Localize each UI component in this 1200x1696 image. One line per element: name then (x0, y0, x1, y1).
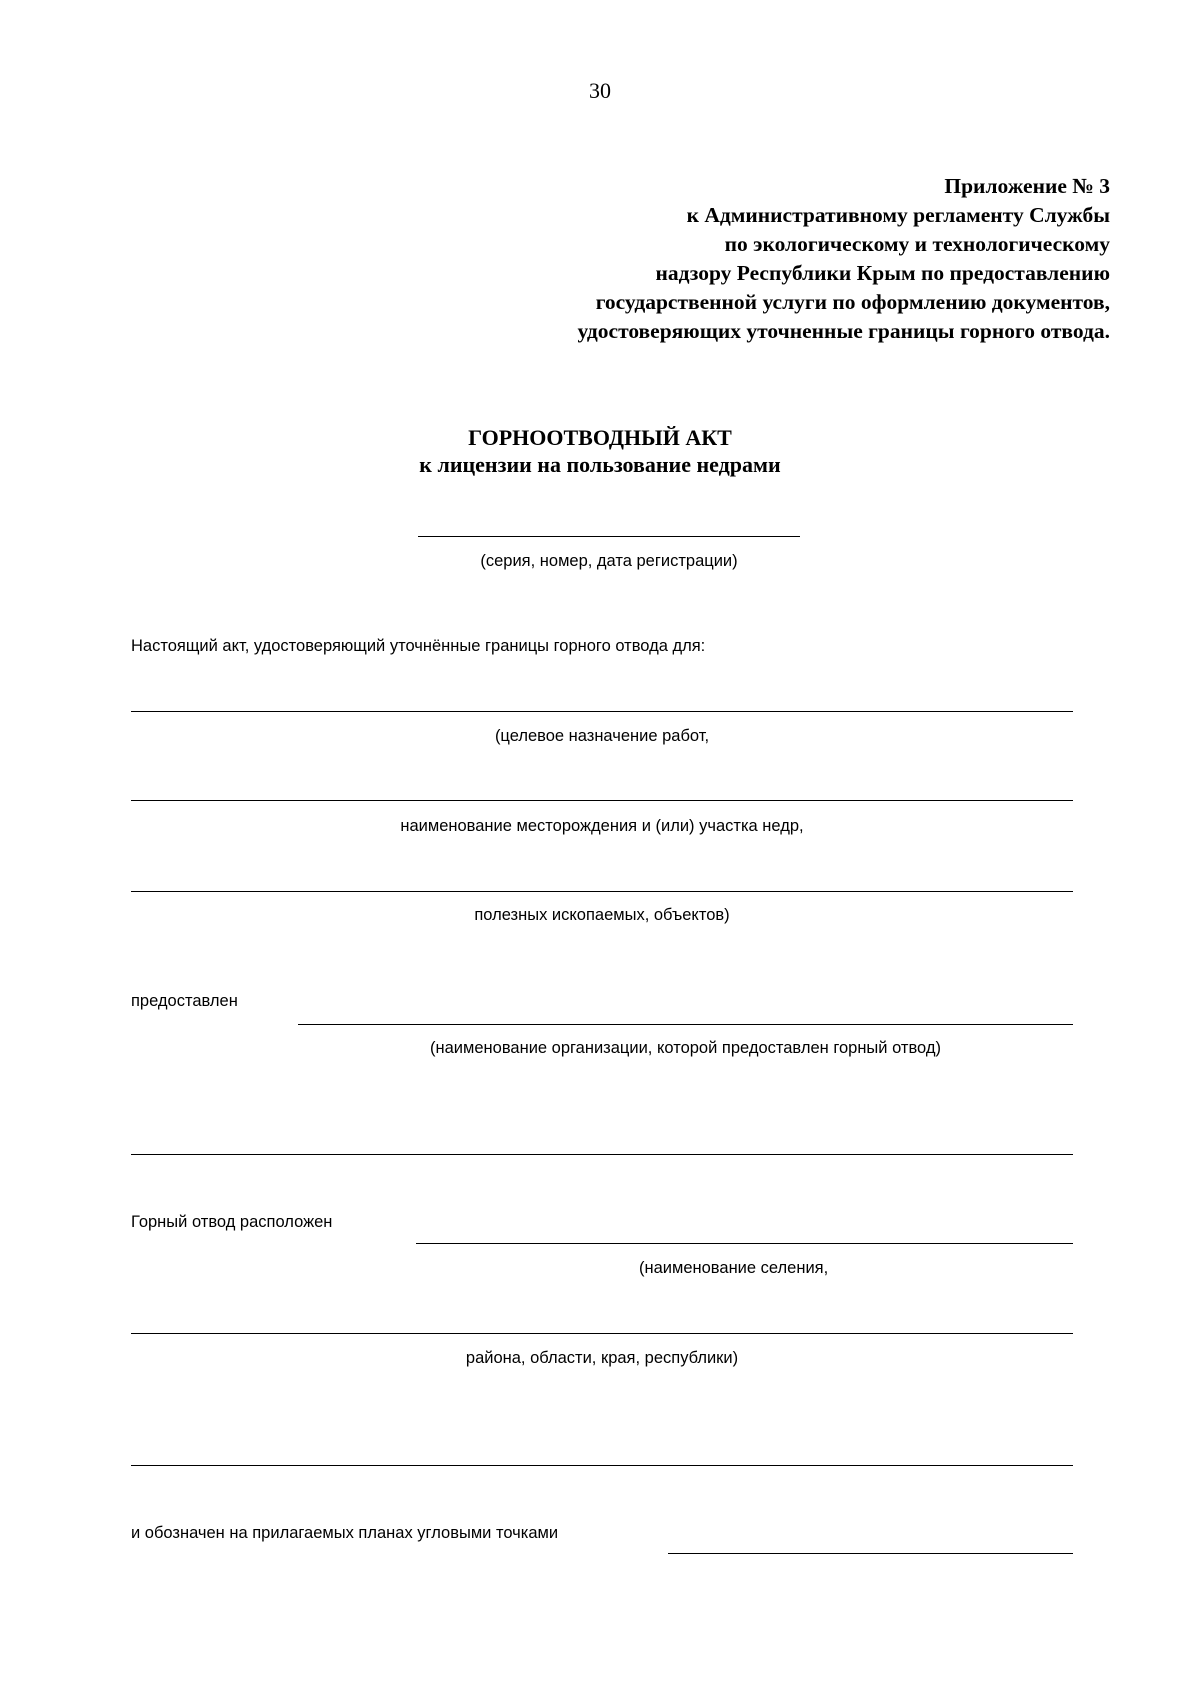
appendix-line: государственной услуги по оформлению документов, (595, 290, 1110, 314)
marked-label: и обозначен на прилагаемых планах угловыми точками (131, 1524, 559, 1542)
minerals-field[interactable] (131, 891, 1073, 892)
intro-text: Настоящий акт, удостоверяющий уточнённые границы горного отвода для: (131, 637, 706, 655)
appendix-line: надзору Республики Крым по предоставлению (655, 261, 1110, 285)
appendix-line: к Административному регламенту Службы (686, 203, 1110, 227)
organization-field-continued[interactable] (131, 1154, 1073, 1155)
minerals-caption: полезных ископаемых, объектов) (474, 906, 730, 924)
appendix-line: удостоверяющих уточненные границы горного отвода. (577, 319, 1110, 343)
license-number-caption: (серия, номер, дата регистрации) (480, 552, 738, 570)
document-title (0, 424, 1200, 478)
located-label: Горный отвод расположен (131, 1213, 333, 1231)
region-caption: района, области, края, республики) (465, 1349, 739, 1367)
license-number-field[interactable] (418, 536, 800, 537)
corner-points-field[interactable] (668, 1553, 1073, 1554)
purpose-caption: (целевое назначение работ, (494, 727, 710, 745)
title-main: ГОРНООТВОДНЫЙ АКТ (468, 425, 732, 450)
purpose-field[interactable] (131, 711, 1073, 712)
organization-field[interactable] (298, 1024, 1073, 1025)
deposit-field[interactable] (131, 800, 1073, 801)
settlement-caption: (наименование селения, (639, 1259, 829, 1277)
appendix-line: Приложение № 3 (944, 174, 1110, 198)
appendix-header (578, 172, 1111, 346)
granted-label: предоставлен (131, 992, 238, 1010)
page-number: 30 (589, 78, 611, 103)
region-field[interactable] (131, 1333, 1073, 1334)
organization-caption: (наименование организации, которой предоставлен горный отвод) (430, 1039, 941, 1057)
title-subtitle: к лицензии на пользование недрами (419, 452, 781, 477)
appendix-line: по экологическому и технологическому (724, 232, 1110, 256)
region-field-continued[interactable] (131, 1465, 1073, 1466)
deposit-caption: наименование месторождения и (или) участка недр, (400, 817, 804, 835)
settlement-field[interactable] (416, 1243, 1073, 1244)
